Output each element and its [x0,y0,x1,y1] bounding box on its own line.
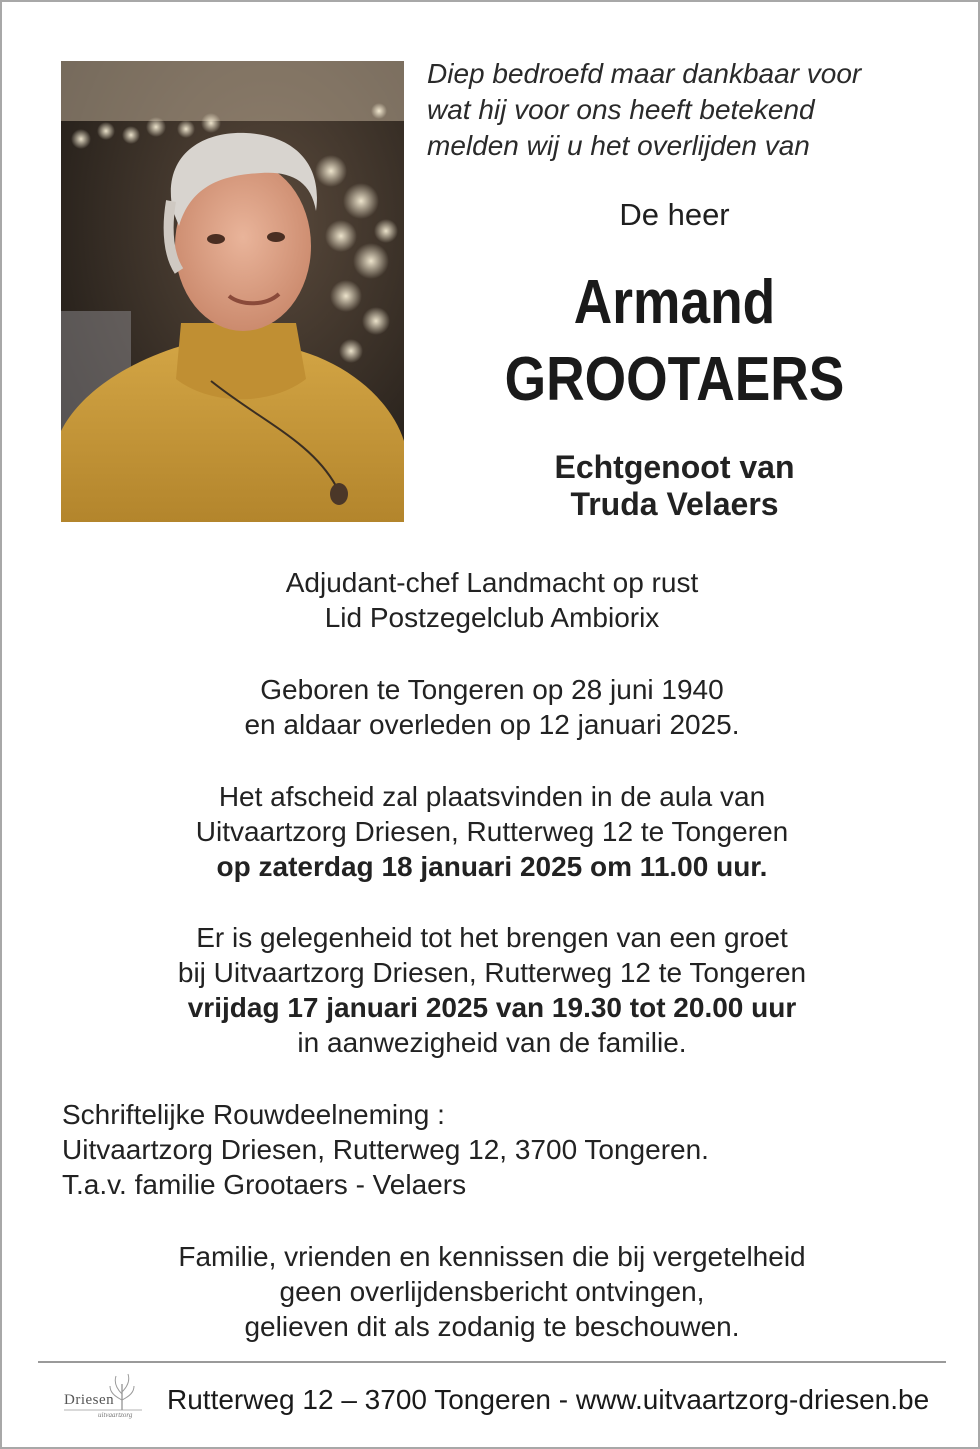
intro-line: wat hij voor ons heeft betekend [427,94,815,125]
visitation-block [42,920,942,1060]
condolences-block [62,1097,942,1202]
life-line: en aldaar overleden op 12 januari 2025. [244,709,740,740]
visitation-line: Er is gelegenheid tot het brengen van een groet [196,922,788,953]
salutation: De heer [619,197,730,232]
farewell-line: Het afscheid zal plaatsvinden in de aula van [218,781,766,812]
footer-divider [38,1361,946,1363]
last-name: GROOTAERS [504,345,845,414]
footer-address: Rutterweg 12 – 3700 Tongeren - www.uitvaartzorg-driesen.be [167,1384,930,1415]
farewell-block [42,779,942,884]
spouse-line: Echtgenoot van [554,449,795,485]
closing-line: gelieven dit als zodanig te beschouwen. [244,1311,740,1342]
spouse-line: Truda Velaers [570,486,779,522]
driesen-logo [58,1370,148,1426]
farewell-date: op zaterdag 18 januari 2025 om 11.00 uur. [216,851,768,882]
visitation-line: bij Uitvaartzorg Driesen, Rutterweg 12 te Tongeren [177,957,807,988]
closing-block [42,1239,942,1344]
condolence-line: Schriftelijke Rouwdeelneming : [62,1099,445,1130]
spouse-info [422,449,927,523]
title-line: Adjudant-chef Landmacht op rust [285,567,699,598]
life-dates-block [42,672,942,742]
closing-line: Familie, vrienden en kennissen die bij vergetelheid [178,1241,806,1272]
intro-line: melden wij u het overlijden van [427,130,810,161]
closing-line: geen overlijdensbericht ontvingen, [279,1276,705,1307]
title-line: Lid Postzegelclub Ambiorix [324,602,660,633]
condolence-line: Uitvaartzorg Driesen, Rutterweg 12, 3700 Tongeren. [62,1134,709,1165]
logo-subtitle: uitvaartzorg [98,1411,133,1419]
intro-text [427,56,947,164]
logo-name: Driesen [64,1392,115,1408]
condolence-line: T.a.v. familie Grootaers - Velaers [62,1169,467,1200]
farewell-line: Uitvaartzorg Driesen, Rutterweg 12 te Tongeren [195,816,789,847]
intro-line: Diep bedroefd maar dankbaar voor [427,58,862,89]
visitation-note: in aanwezigheid van de familie. [297,1027,687,1058]
life-line: Geboren te Tongeren op 28 juni 1940 [260,674,724,705]
first-name: Armand [573,268,776,337]
portrait-photo [61,61,404,522]
visitation-date: vrijdag 17 januari 2025 van 19.30 tot 20.00 uur [187,992,797,1023]
titles-block [42,565,942,635]
